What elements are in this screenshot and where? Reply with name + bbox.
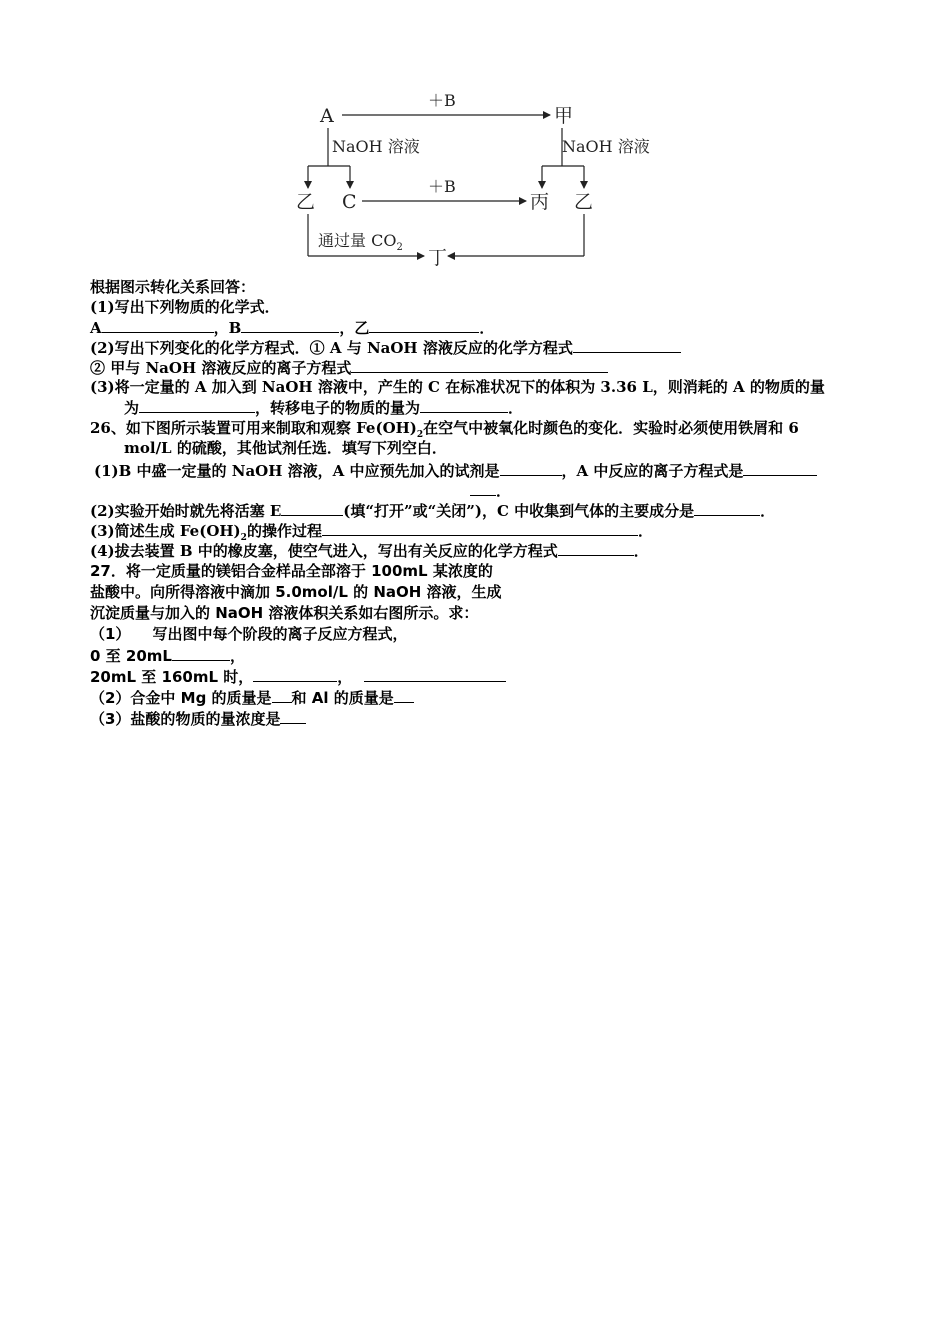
question-27-stage-1-line xyxy=(90,645,245,666)
blank-stage-20-160-b[interactable] xyxy=(364,666,506,682)
q27-2-text-b: 和 Al 的质量是 xyxy=(291,689,394,707)
node-ding: 丁 xyxy=(428,247,448,269)
question-27-line-1: 27．将一定质量的镁铝合金样品全部溶于 100mL 某浓度的 xyxy=(90,562,493,580)
question-27-line-3: 沉淀质量与加入的 NaOH 溶液体积关系如右图所示。求： xyxy=(90,604,479,622)
blank-electron-amount[interactable] xyxy=(420,397,508,413)
period: ． xyxy=(637,522,653,540)
period: ． xyxy=(479,319,495,337)
question-2-text: (2)写出下列变化的化学方程式．① A 与 NaOH 溶液反应的化学方程式 xyxy=(90,339,573,357)
label-electron: ，转移电子的物质的量为 xyxy=(255,399,421,417)
question-27-2-line xyxy=(90,687,414,708)
question-26-3-line xyxy=(90,520,653,541)
node-bing: 丙 xyxy=(530,191,550,213)
q26-2-text-a: (2)实验开始时就先将活塞 E xyxy=(90,502,282,520)
blank-reagent[interactable] xyxy=(500,460,562,476)
blank-valve-e[interactable] xyxy=(281,500,343,516)
blank-b[interactable] xyxy=(241,317,339,333)
label-b: ，B xyxy=(213,319,242,337)
comma: ， xyxy=(337,668,353,686)
period: ． xyxy=(496,482,512,500)
q26-text-b: 在空气中被氧化时颜色的变化．实验时必须使用铁屑和 6 xyxy=(423,419,799,437)
q26-4-text-a: (4)拔去装置 B 中的橡皮塞，使空气进入，写出有关反应的化学方程式 xyxy=(90,542,558,560)
q27-1-text: 写出图中每个阶段的离子反应方程式， xyxy=(152,625,408,643)
question-3-answer-line xyxy=(124,397,523,418)
question-27-line-2: 盐酸中。向所得溶液中滴加 5.0mol/L 的 NaOH 溶液，生成 xyxy=(90,583,502,601)
label-wei: 为 xyxy=(124,399,140,417)
label-yi: ，乙 xyxy=(339,319,370,337)
blank-amount-a[interactable] xyxy=(139,397,255,413)
text-line-1: 根据图示转化关系回答： xyxy=(90,278,256,296)
label-plus-b-mid: ＋B xyxy=(428,177,456,196)
q26-1-text-a: (1)B 中盛一定量的 NaOH 溶液，A 中应预先加入的试剂是 xyxy=(94,462,500,480)
blank-yi[interactable] xyxy=(369,317,479,333)
q26-2-text-b: (填“打开”或“关闭”)，C 中收集到气体的主要成分是 xyxy=(343,502,695,520)
q26-1-text-b: ，A 中反应的离子方程式是 xyxy=(561,462,744,480)
subscript-2: 2 xyxy=(416,430,424,440)
stage-0-20-label: 0 至 20mL xyxy=(90,647,172,665)
blank-a[interactable] xyxy=(102,317,214,333)
question-26-line-1 xyxy=(90,418,799,438)
label-plus-b-top: ＋B xyxy=(428,91,456,110)
q26-text-a: 26、如下图所示装置可用来制取和观察 Fe(OH) xyxy=(90,419,417,437)
period: ． xyxy=(508,399,524,417)
question-2-line xyxy=(90,337,681,358)
question-27-3-line xyxy=(90,708,306,729)
conversion-diagram xyxy=(290,86,670,270)
blank-procedure[interactable] xyxy=(322,520,638,536)
node-c: C xyxy=(342,191,357,213)
blank-stage-20-160-a[interactable] xyxy=(253,666,337,682)
question-26-1-line xyxy=(94,460,817,481)
label-naoh-right: NaOH 溶液 xyxy=(562,137,650,156)
blank-equation-a-naoh[interactable] xyxy=(573,337,681,353)
q26-3-text-a: (3)简述生成 Fe(OH) xyxy=(90,522,241,540)
blank-stage-0-20[interactable] xyxy=(172,645,230,661)
blank-ionic-equation-jia[interactable] xyxy=(351,357,608,373)
question-2b-line xyxy=(90,357,608,378)
blank-ionic-equation-a-cont[interactable] xyxy=(470,480,496,496)
blank-al-mass[interactable] xyxy=(394,687,414,703)
node-yi-left: 乙 xyxy=(296,191,316,213)
period: ． xyxy=(760,502,776,520)
label-co2: 通过量 $CO_2$ xyxy=(318,231,403,253)
question-26-2-line xyxy=(90,500,775,521)
label-naoh-left: NaOH 溶液 xyxy=(332,137,420,156)
question-26-4-line xyxy=(90,540,649,561)
question-26-1-continuation xyxy=(470,480,511,501)
comma: ， xyxy=(229,647,245,665)
q26-3-text-b: 的操作过程 xyxy=(246,522,322,540)
text-line-2: (1)写出下列物质的化学式． xyxy=(90,298,280,316)
question-27-stage-2-line xyxy=(90,666,506,687)
blank-ionic-equation-a[interactable] xyxy=(743,460,817,476)
question-27-1-line xyxy=(90,624,407,644)
blank-oxidation-equation[interactable] xyxy=(558,540,634,556)
node-yi-right: 乙 xyxy=(574,191,594,213)
question-26-line-2: mol/L 的硫酸，其他试剂任选．填写下列空白． xyxy=(124,439,447,457)
label-a: A xyxy=(90,319,102,337)
stage-20-160-label: 20mL 至 160mL 时， xyxy=(90,668,254,686)
blank-gas-component[interactable] xyxy=(694,500,760,516)
q27-2-text-a: （2）合金中 Mg 的质量是 xyxy=(90,689,272,707)
q27-3-text: （3）盐酸的物质的量浓度是 xyxy=(90,710,281,728)
subscript-2: 2 xyxy=(240,533,247,543)
blank-mg-mass[interactable] xyxy=(272,687,292,703)
question-2b-text: ② 甲与 NaOH 溶液反应的离子方程式 xyxy=(90,359,352,377)
period: ． xyxy=(633,542,649,560)
question-3-line: (3)将一定量的 A 加入到 NaOH 溶液中，产生的 C 在标准状况下的体积为 3.36 L，则消耗的 A 的物质的量 xyxy=(90,378,825,396)
node-a: A xyxy=(320,105,334,127)
blank-hcl-concentration[interactable] xyxy=(280,708,306,724)
node-jia: 甲 xyxy=(554,105,574,127)
q27-1-number: （1） xyxy=(90,625,131,643)
answer-line-formulas xyxy=(90,317,494,338)
